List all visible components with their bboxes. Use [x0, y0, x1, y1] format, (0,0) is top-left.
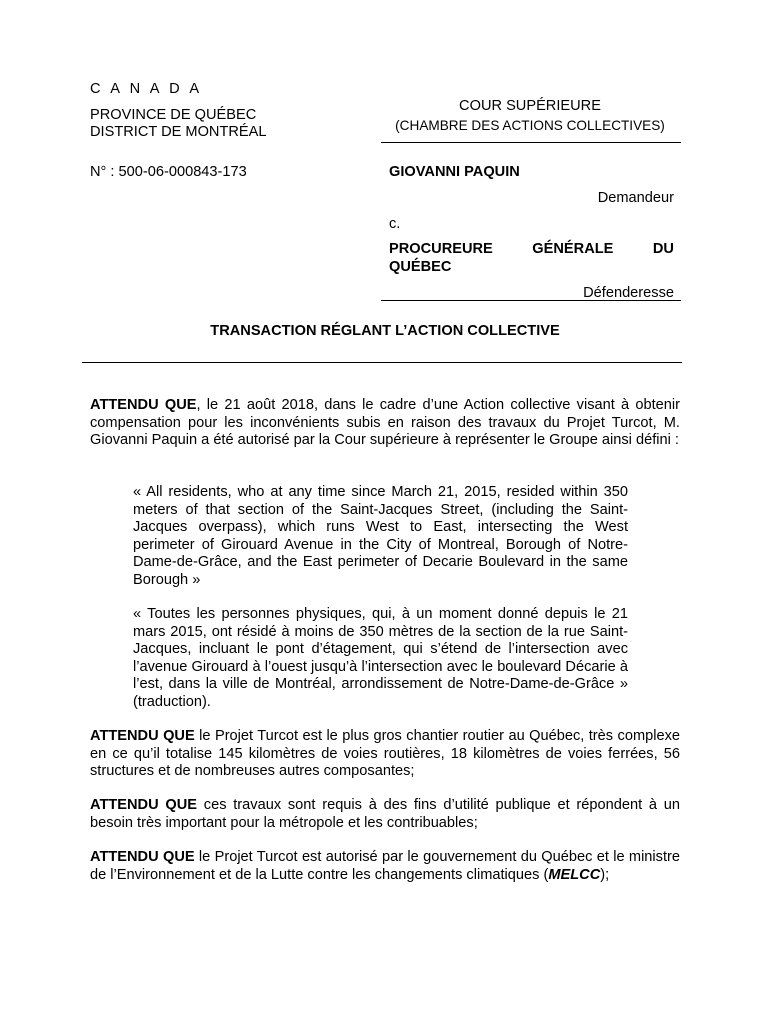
recital-paragraph	[90, 397, 680, 450]
province-label: PROVINCE DE QUÉBEC	[90, 106, 257, 123]
defendant-name-word: DU	[652, 241, 674, 257]
class-definition-english: « All residents, who at any time since March 21, 2015, resided within 350 meters of that section of the Saint-Jacques Street, (including the Saint-Jacques overpass), which runs West to East, intersecting the West perimeter of Girouard Avenue in the City of Montreal, Borough of Notre-Dame-de-Grâce, and the East perimeter of Decarie Boulevard in the same Borough »	[133, 484, 628, 588]
recital-lead: ATTENDU QUE	[90, 728, 195, 744]
recital-paragraph	[90, 849, 680, 884]
recital-text: le Projet Turcot est le plus gros chantier routier au Québec, très complexe en ce qu’il totalise 145 kilomètres de voies routières, 18 kilomètres de voies ferrées, 56 structures et de nombreuses autres composantes;	[90, 728, 680, 779]
recital-paragraph	[90, 797, 680, 832]
defendant-role: Défenderesse	[583, 285, 674, 301]
document-title: TRANSACTION RÉGLANT L’ACTION COLLECTIVE	[210, 323, 560, 339]
country-label: C A N A D A	[90, 81, 203, 97]
parties-divider	[381, 300, 681, 301]
recital-text-end: );	[600, 866, 610, 883]
recital-lead: ATTENDU QUE	[90, 849, 195, 865]
title-divider	[82, 362, 682, 363]
file-number: N° : 500-06-000843-173	[90, 164, 247, 180]
recital-text: , le 21 août 2018, dans le cadre d’une Action collective visant à obtenir compensation pour les inconvénients subis en raison des travaux du Projet Turcot, M. Giovanni Paquin a été autorisé par la Cour supérieure à représenter le Groupe ainsi défini :	[90, 397, 680, 448]
defendant-name-word: QUÉBEC	[389, 258, 452, 275]
jurisdiction-block	[90, 81, 267, 142]
class-definition-french: « Toutes les personnes physiques, qui, à un moment donné depuis le 21 mars 2015, ont résidé à moins de 350 mètres de la section de la rue Saint-Jacques, incluant le pont d’étagement, qui s’étend de l’intersection avec l’avenue Girouard à l’ouest jusqu’à l’intersection avec le boulevard Décarie à l’est, dans la ville de Montréal, arrondissement de Notre-Dame-de-Grâce » (traduction).	[133, 606, 628, 710]
recital-paragraph	[90, 728, 680, 781]
defendant-name-word: PROCUREURE	[389, 241, 493, 257]
defendant-name	[389, 241, 674, 276]
district-label: DISTRICT DE MONTRÉAL	[90, 124, 267, 140]
recital-lead: ATTENDU QUE	[90, 797, 198, 813]
recital-text: ces travaux sont requis à des fins d’utilité publique et répondent à un besoin très important pour la métropole et les contribuables;	[90, 797, 680, 831]
acronym-melcc: MELCC	[548, 866, 601, 883]
recital-lead: ATTENDU QUE	[90, 397, 197, 413]
court-divider	[381, 142, 681, 143]
plaintiff-name: GIOVANNI PAQUIN	[389, 164, 520, 180]
plaintiff-role: Demandeur	[597, 190, 674, 206]
court-chamber: (CHAMBRE DES ACTIONS COLLECTIVES)	[395, 118, 665, 133]
recital-text: le Projet Turcot est autorisé par le gouvernement du Québec et le ministre de l’Environnement et de la Lutte contre les changements climatiques (	[90, 849, 680, 883]
court-name: COUR SUPÉRIEURE	[459, 98, 601, 114]
versus-label: c.	[389, 216, 401, 232]
defendant-name-word: GÉNÉRALE	[532, 241, 614, 257]
